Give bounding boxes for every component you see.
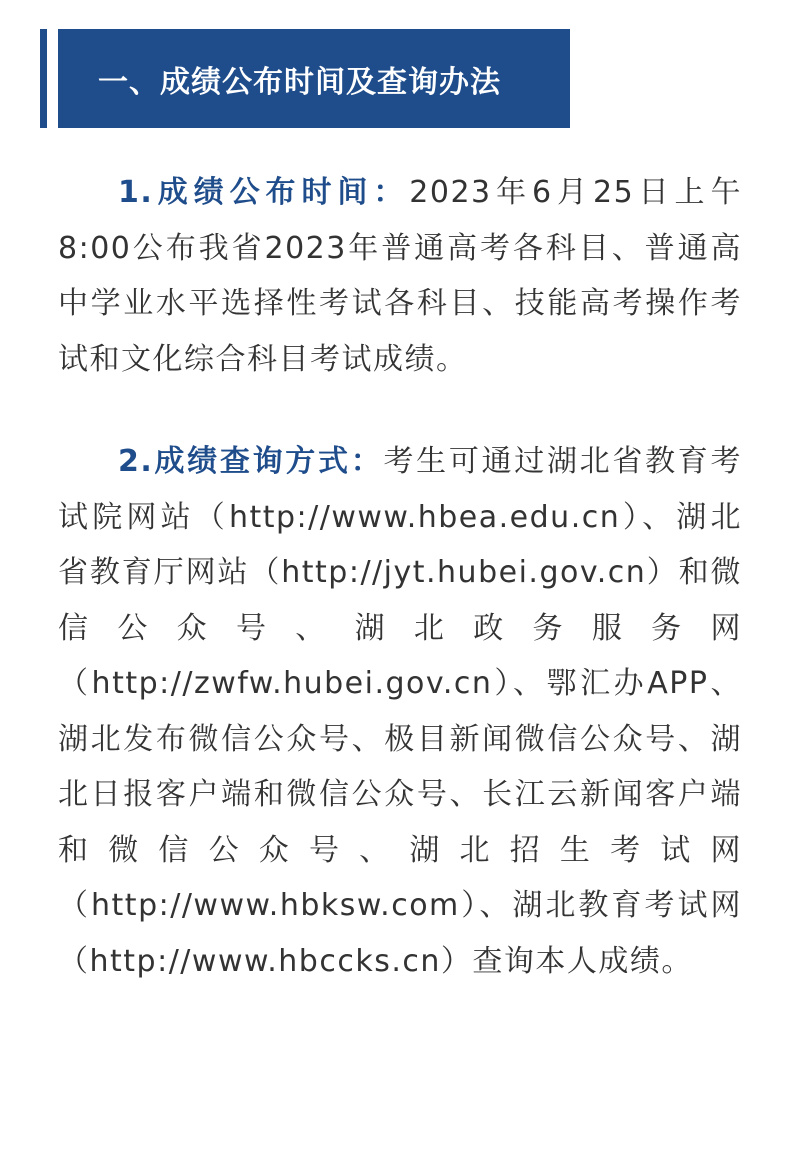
section-header (40, 29, 570, 128)
paragraph-release-time (58, 165, 742, 387)
header-accent-bar (40, 29, 47, 128)
header-title-box (58, 29, 570, 128)
query-method-label: 2.成绩查询方式： (118, 444, 384, 479)
release-time-text: 2023年6月25日上午8:00公布我省2023年普通高考各科目、普通高中学业水平选择性考试各科目、技能高考操作考试和文化综合科目考试成绩。 (58, 175, 742, 377)
release-time-label: 1.成绩公布时间： (118, 175, 410, 210)
section-title: 一、成绩公布时间及查询办法 (98, 64, 501, 100)
paragraph-query-method (58, 434, 742, 989)
query-method-text: 考生可通过湖北省教育考试院网站（http://www.hbea.edu.cn）、湖北省教育厅网站（http://jyt.hubei.gov.cn）和微信公众号、湖北政务服务网（http://zwfw.hubei.gov.cn）、鄂汇办APP、湖北发布微信公众号、极目新闻微信公众号、湖北日报客户端和微信公众号、长江云新闻客户端和微信公众号、湖北招生考试网（http://www.hbksw.com）、湖北教育考试网（http://www.hbccks.cn）查询本人成绩。 (58, 444, 743, 979)
article-body (58, 165, 742, 989)
